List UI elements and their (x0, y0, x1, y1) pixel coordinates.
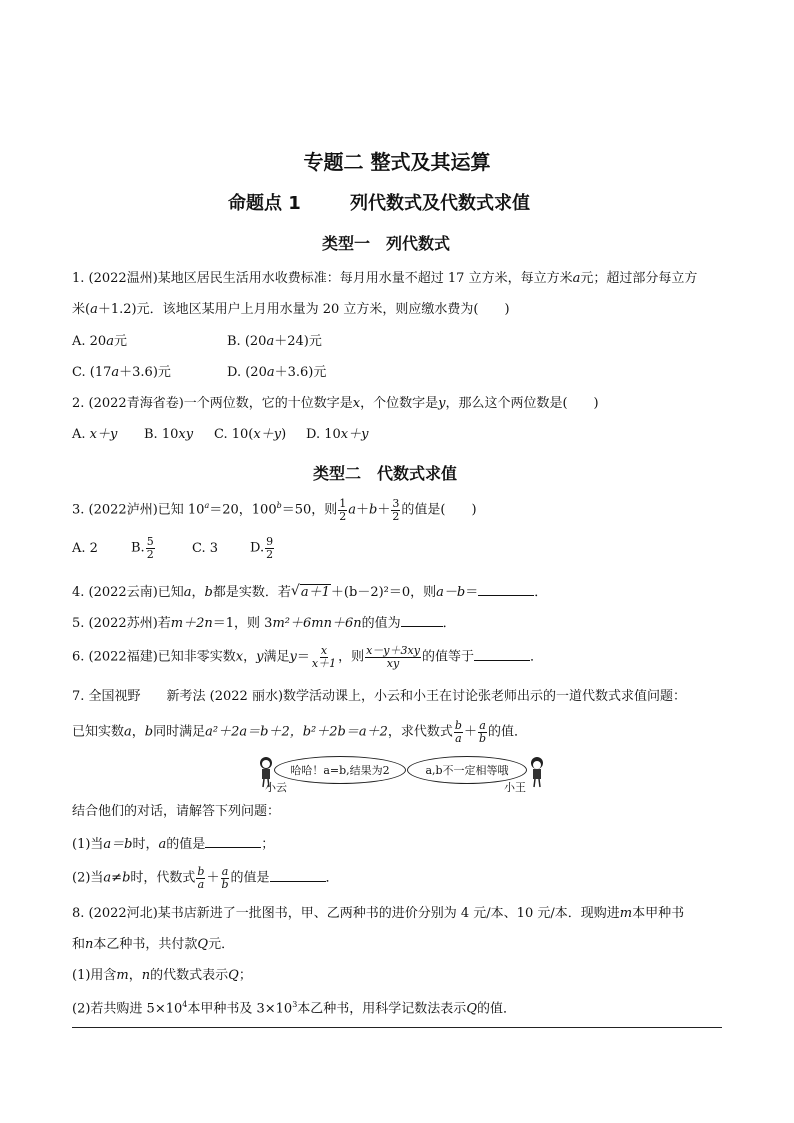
square-root: √ a＋1 (290, 583, 330, 600)
question-5-stem: 5. (2022苏州)若m＋2n＝1，则 3m²＋6mn＋6n的值为 ． (72, 616, 456, 631)
question-3-option-a: A. 2 (72, 541, 98, 556)
speaker-name-xiaowang: 小王 (504, 781, 526, 794)
fraction-expression: $\frac{x-y+3xy}{xy}$ (366, 644, 420, 670)
question-2-stem: 2. (2022青海省卷)一个两位数，它的十位数字是x，个位数字是y，那么这个两位数是( ) (72, 396, 599, 411)
speaker-name-xiaoyun: 小云 (265, 781, 287, 794)
question-4-stem: 4. (2022云南)已知a，b都是实数．若 √ a＋1＋(b－2)²＝0，则a－b＝ ． (72, 583, 548, 600)
question-1-option-a: A. 20a元 (72, 334, 127, 349)
boy-figure-icon (527, 756, 547, 788)
question-2-option-c: C. 10(x＋y) (214, 427, 287, 442)
question-2-option-a: A. x＋y (72, 427, 118, 442)
topic-title: 列代数式及代数式求值 (350, 193, 530, 214)
question-2-option-b: B. 10xy (144, 427, 194, 442)
question-8-line2: 和n本乙种书，共付款Q元． (72, 937, 235, 952)
topic-number: 命题点 1 (228, 193, 301, 214)
question-7-line1: 7. 全国视野 新考法 (2022 丽水)数学活动课上，小云和小王在讨论张老师出示的一道代数式求值问题： (72, 689, 687, 704)
section-heading-type1: 类型一 列代数式 (322, 234, 451, 253)
question-8-line1: 8. (2022河北)某书店新进了一批图书，甲、乙两种书的进价分别为 4 元/本、10 元/本．现购进m本甲种书 (72, 906, 685, 921)
answer-blank[interactable] (205, 835, 261, 848)
fraction-x-over-x-plus-1: $\frac{x}{x+1}$ (311, 644, 337, 670)
question-1-option-c: C. (17a＋3.6)元 (72, 365, 171, 380)
question-1-option-b: B. (20a＋24)元 (227, 334, 322, 349)
question-2-option-d: D. 10x＋y (306, 427, 369, 442)
fraction-three-halves: $\frac{3}{2}$ (392, 497, 400, 523)
question-3-option-b: B. $\frac{5}{2}$ (131, 535, 154, 561)
answer-blank[interactable] (474, 648, 530, 661)
answer-blank[interactable] (270, 869, 326, 882)
question-7-instruction: 结合他们的对话，请解答下列问题： (72, 804, 281, 819)
question-1-line1: 1. (2022温州)某地区居民生活用水收费标准：每月用水量不超过 17 立方米，每立方米a元；超过部分每立方 (72, 271, 698, 286)
question-7-part-2: (2)当a≠b时，代数式 $\frac{b}{a}$ ＋ $\frac{a}{b}$ 的值是 ． (72, 865, 339, 891)
fraction-one-half: $\frac{1}{2}$ (339, 497, 347, 523)
question-1-line2: 米(a＋1.2)元．该地区某用户上月用水量为 20 立方米，则应缴水费为( ) (72, 302, 510, 317)
page-title: 专题二 整式及其运算 (303, 150, 491, 174)
question-3-stem: 3. (2022泸州)已知 $10^a=20$，$100^b=50$，则 $\frac{1}{2}$ a＋b＋ $\frac{3}{2}$ 的值是( ) (72, 497, 477, 523)
question-3-option-c: C. 3 (192, 541, 219, 556)
question-6-stem: 6. (2022福建)已知非零实数x，y满足y＝ $\frac{x}{x+1}$ ，则 $\frac{x-y+3xy}{xy}$ 的值等于 ． (72, 644, 543, 670)
answer-blank[interactable] (401, 614, 443, 627)
bottom-divider (72, 1027, 722, 1028)
question-7-line2: 已知实数a，b同时满足a²＋2a＝b＋2，b²＋2b＝a＋2，求代数式 $\frac{b}{a}$ ＋ $\frac{a}{b}$ 的值． (72, 719, 528, 745)
answer-blank[interactable] (478, 583, 534, 596)
question-3-option-d: D. $\frac{9}{2}$ (250, 535, 274, 561)
question-8-part-1: (1)用含m，n的代数式表示Q； (72, 968, 252, 983)
speech-bubble-left: 哈哈！a=b,结果为2 (274, 756, 406, 784)
question-8-part-2: (2)若共购进 $5\times 10^4$本甲种书及 $3\times 10^3$本乙种书，用科学记数法表示Q的值． (72, 1000, 516, 1017)
speech-bubble-right: a,b不一定相等哦 (407, 756, 527, 784)
section-heading-type2: 类型二 代数式求值 (313, 464, 458, 483)
question-1-option-d: D. (20a＋3.6)元 (227, 365, 327, 380)
question-7-part-1: (1)当a＝b时，a的值是 ； (72, 837, 275, 852)
